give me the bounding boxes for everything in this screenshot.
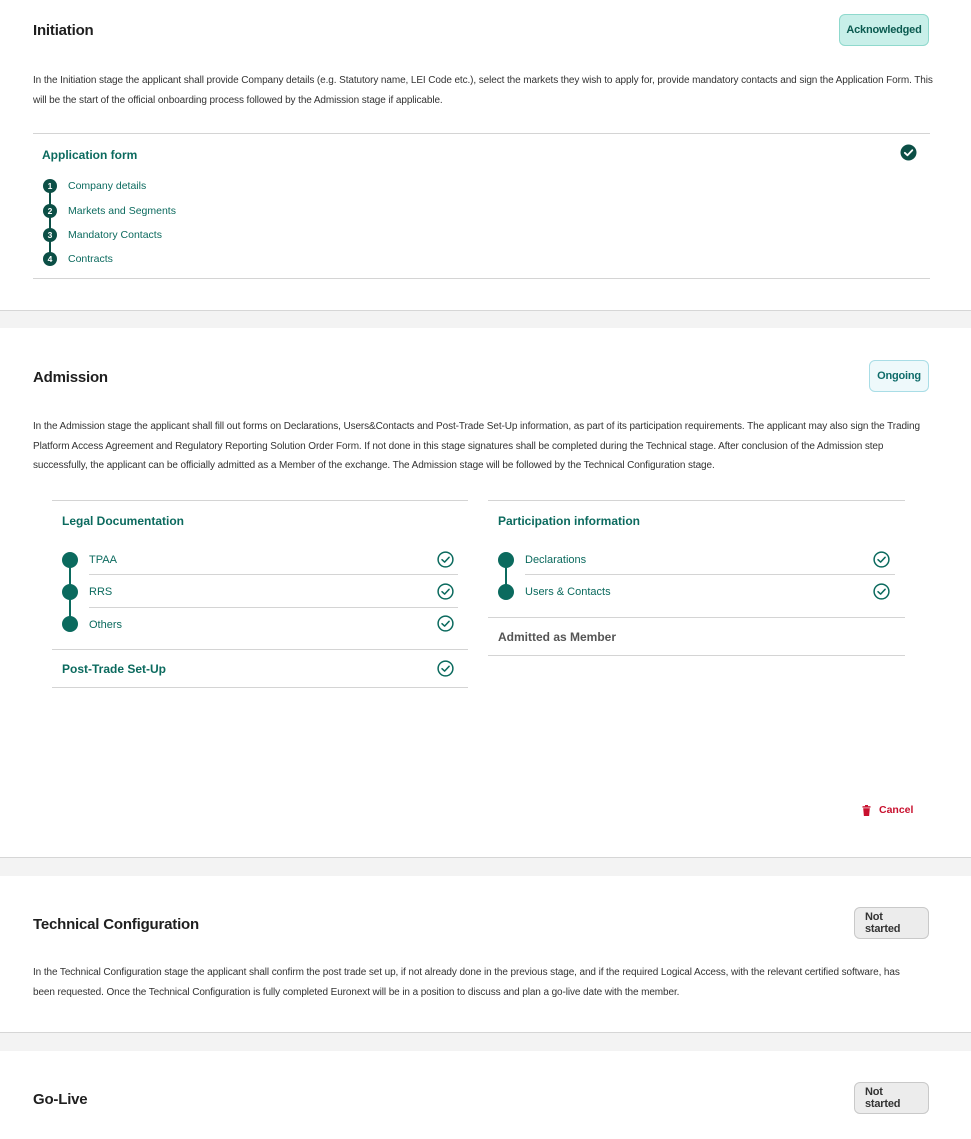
cancel-button[interactable] xyxy=(862,804,913,816)
step-company-details-link[interactable]: Company details xyxy=(68,180,147,192)
users-contacts-link[interactable]: Users & Contacts xyxy=(525,586,611,598)
check-circle-icon xyxy=(873,551,890,568)
divider xyxy=(52,649,468,650)
step-number-2: 2 xyxy=(43,204,57,218)
technical-status-badge: Not started xyxy=(854,907,929,939)
rrs-step-dot xyxy=(62,584,78,600)
initiation-status-badge: Acknowledged xyxy=(839,14,929,46)
participation-information-title: Participation information xyxy=(498,514,641,528)
divider xyxy=(488,500,905,501)
admission-stage-card xyxy=(0,328,971,858)
divider xyxy=(33,133,930,134)
declarations-step-dot xyxy=(498,552,514,568)
check-circle-icon xyxy=(873,583,890,600)
admission-title: Admission xyxy=(33,369,108,386)
admission-description: In the Admission stage the applicant shall fill out forms on Declarations, Users&Contacts and Post-Trade Set-Up information, as part of its participation requirements. The applicant may also sign the Trading Platform Access Agreement and Regulatory Reporting Solution Order Form. If not done in this stage signatures shall be completed during the Technical stage. After conclusion of the Admission step successfully, the applicant can be officially admitted as a Member of the exchange. The Admission stage will be followed by the Technical Configuration stage. xyxy=(33,421,920,471)
divider xyxy=(52,687,468,688)
go-live-stage-card xyxy=(0,1051,971,1139)
users-contacts-step-dot xyxy=(498,584,514,600)
initiation-title: Initiation xyxy=(33,22,94,39)
cancel-label: Cancel xyxy=(879,804,914,816)
check-circle-icon xyxy=(437,551,454,568)
divider xyxy=(488,655,905,656)
others-link[interactable]: Others xyxy=(89,619,123,631)
admitted-as-member-label: Admitted as Member xyxy=(498,630,617,644)
step-number-1: 1 xyxy=(43,179,57,193)
completed-check-icon xyxy=(900,144,917,161)
go-live-title: Go-Live xyxy=(33,1091,88,1108)
check-circle-icon xyxy=(437,615,454,632)
rrs-link[interactable]: RRS xyxy=(89,586,113,598)
step-markets-segments-link[interactable]: Markets and Segments xyxy=(68,205,176,217)
declarations-link[interactable]: Declarations xyxy=(525,554,587,566)
divider xyxy=(525,574,895,575)
step-contracts-link[interactable]: Contracts xyxy=(68,253,113,265)
technical-configuration-title: Technical Configuration xyxy=(33,916,199,933)
step-number-4: 4 xyxy=(43,252,57,266)
tpaa-link[interactable]: TPAA xyxy=(89,554,117,566)
step-number-3: 3 xyxy=(43,228,57,242)
divider xyxy=(52,500,468,501)
initiation-stage-card xyxy=(0,0,971,311)
admission-status-badge: Ongoing xyxy=(869,360,929,392)
technical-description: In the Technical Configuration stage the applicant shall confirm the post trade set up, if not already done in the previous stage, and if the required Logical Access, with the relevant certified software, has been requested. Once the Technical Configuration is fully completed Euronext will be in a position to discuss and plan a go-live date with the member. xyxy=(33,967,900,998)
divider xyxy=(488,617,905,618)
others-step-dot xyxy=(62,616,78,632)
check-circle-icon xyxy=(437,660,454,677)
initiation-description: In the Initiation stage the applicant shall provide Company details (e.g. Statutory name, LEI Code etc.), select the markets they wish to apply for, provide mandatory contacts and sign the Application Form. This will be the start of the official onboarding process followed by the Admission stage if applicable. xyxy=(33,75,933,106)
divider xyxy=(89,574,458,575)
go-live-status-badge: Not started xyxy=(854,1082,929,1114)
steps-connector xyxy=(49,190,51,260)
legal-documentation-title: Legal Documentation xyxy=(62,514,185,528)
tpaa-step-dot xyxy=(62,552,78,568)
technical-configuration-stage-card xyxy=(0,876,971,1033)
check-circle-icon xyxy=(437,583,454,600)
divider xyxy=(33,278,930,279)
trash-icon xyxy=(862,805,871,816)
divider xyxy=(89,607,458,608)
application-form-title[interactable]: Application form xyxy=(42,148,138,162)
post-trade-setup-link[interactable]: Post-Trade Set-Up xyxy=(62,662,167,676)
step-mandatory-contacts-link[interactable]: Mandatory Contacts xyxy=(68,229,162,241)
